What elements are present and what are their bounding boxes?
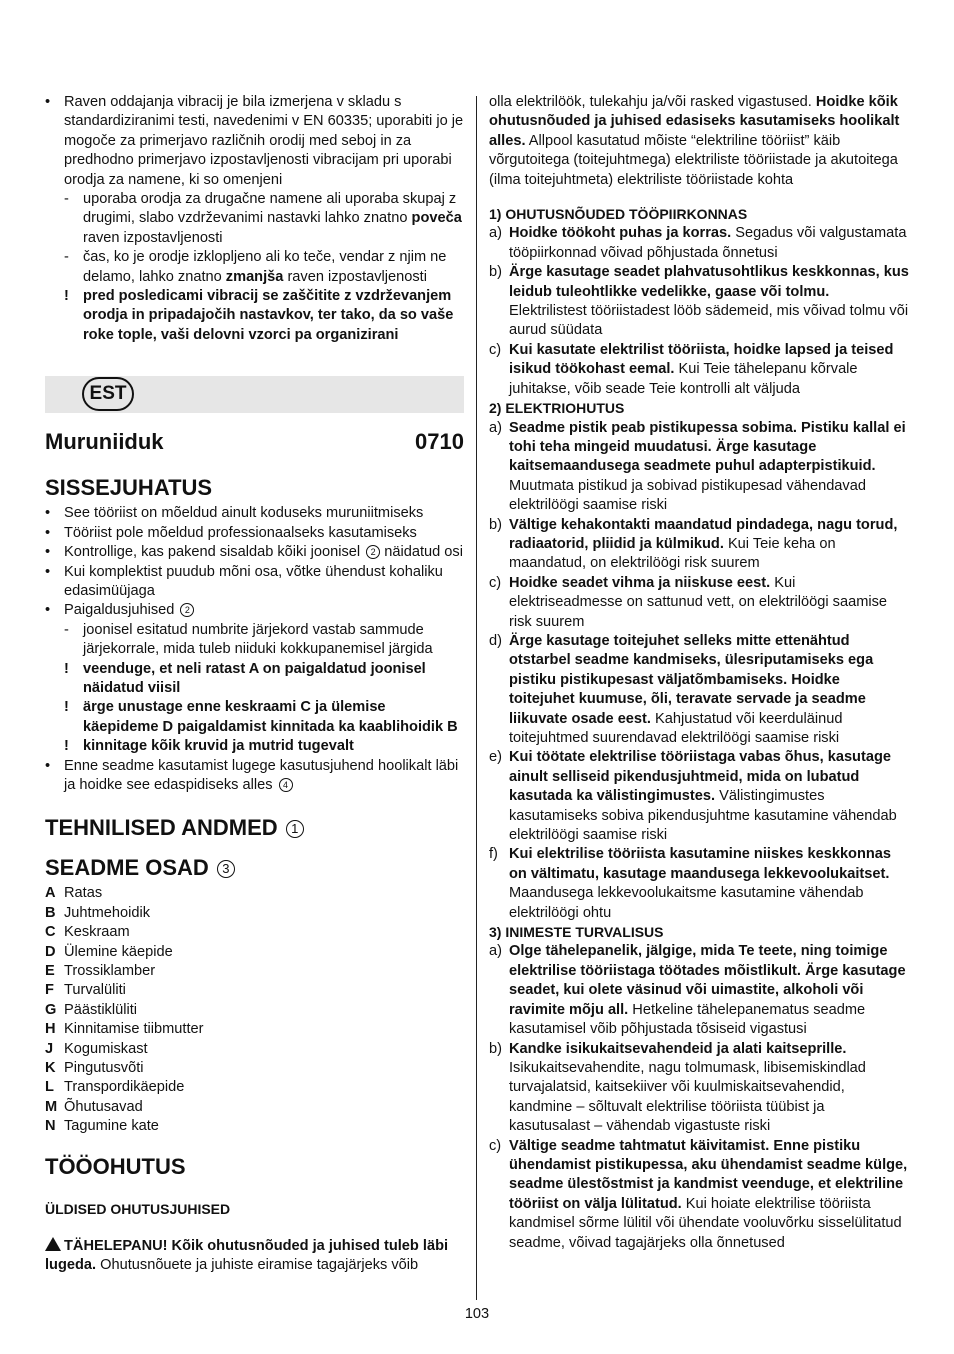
intro-item-text: Kontrollige, kas pakend sisaldab kõiki joonisel	[64, 544, 361, 561]
warning-text: pred posledicami vibracij se zaščitite z vzdrževanjem orodja in pripadajočih nastavkov, ter tako, da so vaše roke tople, vaši delovni vzorci pa organizirani	[83, 288, 454, 343]
intro-item-text: Enne seadme kasutamist lugege kasutusjuhend hoolikalt läbi ja hoidke see edaspidiseks alles	[64, 757, 459, 793]
rule-bold: Kui kasutate elektrilist tööriista, hoidke lapsed ja teised isikud töökohast eemal.	[509, 341, 894, 378]
intro-item	[45, 524, 464, 543]
dash-marker: -	[64, 621, 69, 638]
rule-bold: Kandke isikukaitsevahendeid ja alati kaitseprille.	[509, 1040, 847, 1057]
rule-3c	[489, 1137, 909, 1253]
parts-heading-text: SEADME OSAD	[45, 855, 209, 881]
part-label: Turvalüliti	[64, 982, 126, 999]
bullet-marker: •	[45, 602, 51, 619]
section-3-heading: 3) INIMESTE TURVALISUS	[489, 924, 664, 941]
vibration-sub-1	[45, 190, 464, 248]
install-warning	[45, 660, 464, 699]
item-marker: a)	[489, 419, 502, 436]
rule-text: Kui Teie keha on maandatud, on elektrilöögi risk suurem	[509, 535, 836, 572]
part-row	[45, 1001, 464, 1020]
language-bar	[45, 376, 464, 413]
part-key: C	[45, 924, 56, 941]
intro-item	[45, 757, 464, 796]
rule-1c	[489, 341, 909, 399]
install-warning	[45, 698, 464, 737]
item-marker: a)	[489, 225, 502, 242]
part-key: N	[45, 1118, 56, 1135]
rule-text: Välistingimustes kasutamiseks sobiva pikendusjuhtme kasutamine vähendab elektrilöögi saamise riski	[509, 788, 897, 844]
rule-text: Muutmata pistikud ja sobivad pistikupesad vähendavad elektrilöögi saamise riski	[509, 477, 866, 514]
install-sub-text: joonisel esitatud numbrite järjekord vastab sammude järjekorrale, mida tuleb niiduki kokkupanemisel järgida	[83, 621, 433, 658]
vibration-sub-2	[45, 248, 464, 287]
part-row	[45, 1020, 464, 1039]
rule-bold: Vältige seadme tahtmatut käivitamist. Enne pistiku ühendamist pistikupessa, aku ühendamist seadme külge, seadme ülestõstmist ja kandmist veenduge, et elektriline tööriist on välja lülitatud.	[509, 1137, 908, 1212]
install-warning-text: kinnitage kõik kruvid ja mutrid tugevalt	[83, 738, 354, 755]
part-row	[45, 1098, 464, 1117]
rule-2e	[489, 748, 909, 845]
rule-2f	[489, 845, 909, 923]
bullet-marker: •	[45, 563, 51, 580]
product-code: 0710	[415, 429, 464, 455]
rule-bold: Olge tähelepanelik, jälgige, mida Te teete, ning toimige elektrilise tööriistaga töötades mõistlikult. Ärge kasutage seadet, kui olete väsinud või uimastite, alkoholi või ravimite mõju all.	[509, 943, 906, 1018]
part-label: Kinnitamise tiibmutter	[64, 1021, 204, 1038]
sub2-bold: zmanjša	[225, 268, 284, 285]
rule-bold: Ärge kasutage toitejuhet selleks mitte ettenähtud otstarbel seadme kandmiseks, ülesriputamiseks ega pistiku pistikupesast väljatõmbamiseks. Hoidke toitejuhet kuumuse, õli, teravate servade ja seadme liikuvate osade eest.	[509, 632, 874, 727]
part-label: Kogumiskast	[64, 1040, 148, 1057]
right-column	[489, 93, 909, 1253]
vibration-bullet	[45, 93, 464, 190]
part-label: Keskraam	[64, 924, 130, 941]
rule-1a	[489, 224, 909, 263]
part-row	[45, 904, 464, 923]
figure-ref-icon: 4	[279, 778, 293, 792]
rule-1b	[489, 263, 909, 341]
part-key: D	[45, 943, 56, 960]
item-marker: b)	[489, 264, 502, 281]
intro-item	[45, 543, 464, 562]
rule-bold: Seadme pistik peab pistikupessa sobima. Pistiku kallal ei tohi teha mingeid muudatusi. Ärge kasutage kaitsemaandusega seadmete puhul adapterpistikuid.	[509, 419, 906, 475]
attention-text: Ohutusnõuete ja juhiste eiramise tagajärjeks võib	[96, 1257, 419, 1274]
part-label: Juhtmehoidik	[64, 904, 150, 921]
item-marker: d)	[489, 632, 502, 649]
tech-heading-text: TEHNILISED ANDMED	[45, 815, 278, 841]
sub2-text: čas, ko je orodje izklopljeno ali ko teče, vendar z njim ne delamo, lahko znatno	[83, 249, 447, 285]
bullet-marker: •	[45, 505, 51, 522]
section-1-heading: 1) OHUTUSNÕUDED TÖÖPIIRKONNAS	[489, 206, 748, 223]
part-key: F	[45, 982, 54, 999]
general-safety-heading: ÜLDISED OHUTUSJUHISED	[45, 1200, 231, 1217]
vibration-text: Raven oddajanja vibracij je bila izmerjena v skladu s standardiziranimi testi, navedenimi v EN 60335; uporabiti jo je mogoče za primerjavo različnih orodij med seboj in za predhodno primerjavo izpostavljenosti vibracijam pri uporabi orodja za namene, ki so omenjeni	[64, 94, 464, 188]
rule-text: Elektrilistest tööriistadest lööb sädemeid, mis võivad tolmu või aurud süüdata	[509, 303, 909, 339]
part-key: A	[45, 885, 56, 902]
part-label: Pingutusvõti	[64, 1060, 144, 1077]
bullet-marker: •	[45, 544, 51, 561]
cont-text-end: Allpool kasutatud mõiste “elektriline tööriist” käib võrgutoitega (toitejuhtmega) elektriliste tööriistade ja akutoitega (ilma toitejuhtmeta) elektriliste tööriistade kohta	[489, 132, 898, 188]
item-marker: c)	[489, 574, 502, 591]
rule-3b	[489, 1040, 909, 1137]
figure-ref-icon: 3	[217, 860, 235, 878]
part-label: Ratas	[64, 885, 103, 902]
part-row	[45, 884, 464, 903]
install-warning-text: veenduge, et neli ratast A on paigaldatud joonisel näidatud viisil	[83, 660, 426, 696]
column-divider	[476, 96, 477, 1300]
part-row	[45, 943, 464, 962]
continued-paragraph	[489, 93, 909, 190]
intro-item	[45, 601, 464, 620]
figure-ref-icon: 1	[286, 820, 304, 838]
part-label: Trossiklamber	[64, 963, 156, 979]
attention-paragraph	[45, 1237, 464, 1276]
intro-item	[45, 504, 464, 523]
vibration-warning	[45, 287, 464, 345]
item-marker: e)	[489, 749, 502, 766]
parts-list	[45, 884, 464, 1136]
figure-ref-icon: 2	[180, 603, 194, 617]
figure-ref-icon: 2	[366, 545, 380, 559]
cont-text: olla elektrilöök, tulekahju ja/või rasked vigastused.	[489, 94, 816, 110]
part-key: E	[45, 963, 55, 979]
rule-text: Kui hoiate elektrilise tööriista kandmisel sõrme lülitil või ühendate vooluvõrku sisselülitatud seadme, võivad tagajärjeks olla õnnetused	[509, 1195, 902, 1251]
part-key: G	[45, 1001, 57, 1018]
sub2-text-end: raven izpostavljenosti	[283, 268, 427, 285]
rule-3a	[489, 942, 909, 1039]
cont-bold: Hoidke kõik ohutusnõuded ja juhised edasiseks kasutamiseks hoolikalt alles.	[489, 94, 900, 149]
part-row	[45, 962, 464, 981]
part-row	[45, 923, 464, 942]
left-column	[45, 93, 464, 1276]
sub1-text: uporaba orodja za drugačne namene ali uporaba skupaj z drugimi, slabo vzdrževanimi nastavki lahko znatno	[83, 191, 457, 227]
safety-heading: TÖÖOHUTUS	[45, 1153, 186, 1179]
dash-marker: -	[64, 249, 69, 266]
install-warning	[45, 737, 464, 756]
rule-text: Segadus või valgustamata tööpiirkonnad võivad põhjustada õnnetusi	[509, 225, 907, 261]
part-label: Õhutusavad	[64, 1098, 143, 1115]
part-key: K	[45, 1060, 56, 1077]
product-name: Muruniiduk	[45, 429, 164, 455]
part-label: Päästiklüliti	[64, 1001, 137, 1018]
rule-text: Isikukaitsevahendite, nagu tolmumask, libisemiskindlad turvajalatsid, kaitsekiiver või kuulmiskaitsevahendid, kandmine – sõltuvalt elektrilise tööriista tüübist ja kasutusalast – vähendab vigastuste riski	[509, 1059, 866, 1135]
intro-item-text: Paigaldusjuhised	[64, 602, 175, 619]
exclamation-marker: !	[64, 288, 69, 305]
install-sub	[45, 621, 464, 660]
part-row	[45, 1117, 464, 1136]
intro-item-text: Tööriist pole mõeldud professionaalseks kasutamiseks	[64, 524, 417, 541]
page-number: 103	[464, 1306, 490, 1322]
rule-text: Kui Teie tähelepanu kõrvale juhitakse, võib seade Teie kontrolli alt väljuda	[509, 361, 858, 397]
section-2-heading: 2) ELEKTRIOHUTUS	[489, 400, 625, 417]
item-marker: b)	[489, 1040, 502, 1057]
part-key: B	[45, 904, 56, 921]
rule-2d	[489, 632, 909, 748]
intro-item	[45, 563, 464, 602]
part-label: Transpordikäepide	[64, 1079, 185, 1096]
attention-bold: TÄHELEPANU! Kõik ohutusnõuded ja juhised tuleb läbi lugeda.	[45, 1238, 449, 1274]
rule-bold: Vältige kehakontakti maandatud pindadega, nagu torud, radiaatorid, pliidid ja külmikud.	[509, 516, 898, 552]
rule-bold: Kui töötate elektrilise tööriistaga vabas õhus, kasutage ainult selliseid pikendusjuhtmeid, mida on lubatud kasutada ka välistingimustes.	[509, 749, 891, 805]
parts-heading	[45, 855, 464, 881]
item-marker: c)	[489, 341, 502, 358]
part-key: M	[45, 1098, 58, 1115]
install-warning-text: ärge unustage enne keskraami C ja ülemise käepideme D paigaldamist kinnitada ka kaablihoidik B	[83, 699, 458, 735]
part-row	[45, 1059, 464, 1078]
bullet-marker: •	[45, 524, 51, 541]
intro-item-text: See tööriist on mõeldud ainult koduseks muruniitmiseks	[64, 505, 424, 522]
part-label: Tagumine kate	[64, 1118, 159, 1135]
item-marker: a)	[489, 943, 502, 960]
rule-text: Kui elektriseadmesse on sattunud vett, on elektrilöögi saamise risk suurem	[509, 574, 888, 630]
part-key: J	[45, 1040, 54, 1057]
part-row	[45, 1040, 464, 1059]
sub1-text-end: raven izpostavljenosti	[83, 229, 223, 246]
item-marker: b)	[489, 516, 502, 533]
intro-item-text-end: näidatud osi	[384, 544, 463, 561]
product-title-row	[45, 429, 464, 455]
tech-heading	[45, 815, 464, 841]
part-key: L	[45, 1079, 54, 1096]
rule-bold: Hoidke töökoht puhas ja korras.	[509, 225, 732, 242]
sub1-bold: poveča	[411, 210, 462, 227]
dash-marker: -	[64, 191, 69, 208]
rule-text: Kahjustatud või keerduläinud toitejuhtmed suurendavad elektrilöögi saamise riski	[509, 710, 843, 746]
rule-text: Maandusega lekkevoolukaitsme kasutamine vähendab elektrilöögi ohtu	[509, 885, 864, 921]
warning-triangle-icon	[45, 1237, 61, 1251]
exclamation-marker: !	[64, 699, 69, 716]
rule-bold: Kui elektrilise tööriista kasutamine niiskes keskkonnas on vältimatu, kasutage maandusega lekkevoolukaitset.	[509, 846, 892, 882]
part-key: H	[45, 1021, 56, 1038]
rule-2c	[489, 574, 909, 632]
part-row	[45, 981, 464, 1000]
rule-bold: Ärge kasutage seadet plahvatusohtlikus keskkonnas, kus leidub tuleohtlikke vedelikke, gaase või tolmu.	[509, 264, 909, 300]
language-badge: EST	[82, 377, 134, 411]
exclamation-marker: !	[64, 738, 69, 755]
part-label: Ülemine käepide	[64, 943, 173, 960]
intro-item-text: Kui komplektist puudub mõni osa, võtke ühendust kohaliku edasimüüjaga	[64, 563, 443, 599]
rule-text: Hetkeline tähelepanematus seadme kasutamisel võib põhjustada tõsiseid vigastusi	[509, 1001, 866, 1038]
intro-heading: SISSEJUHATUS	[45, 475, 213, 501]
item-marker: c)	[489, 1137, 502, 1154]
part-row	[45, 1078, 464, 1097]
bullet-marker: •	[45, 757, 51, 774]
item-marker: f)	[489, 846, 498, 863]
rule-2a	[489, 419, 909, 516]
rule-2b	[489, 516, 909, 574]
bullet-marker: •	[45, 94, 51, 110]
rule-bold: Hoidke seadet vihma ja niiskuse eest.	[509, 574, 771, 591]
exclamation-marker: !	[64, 660, 69, 677]
